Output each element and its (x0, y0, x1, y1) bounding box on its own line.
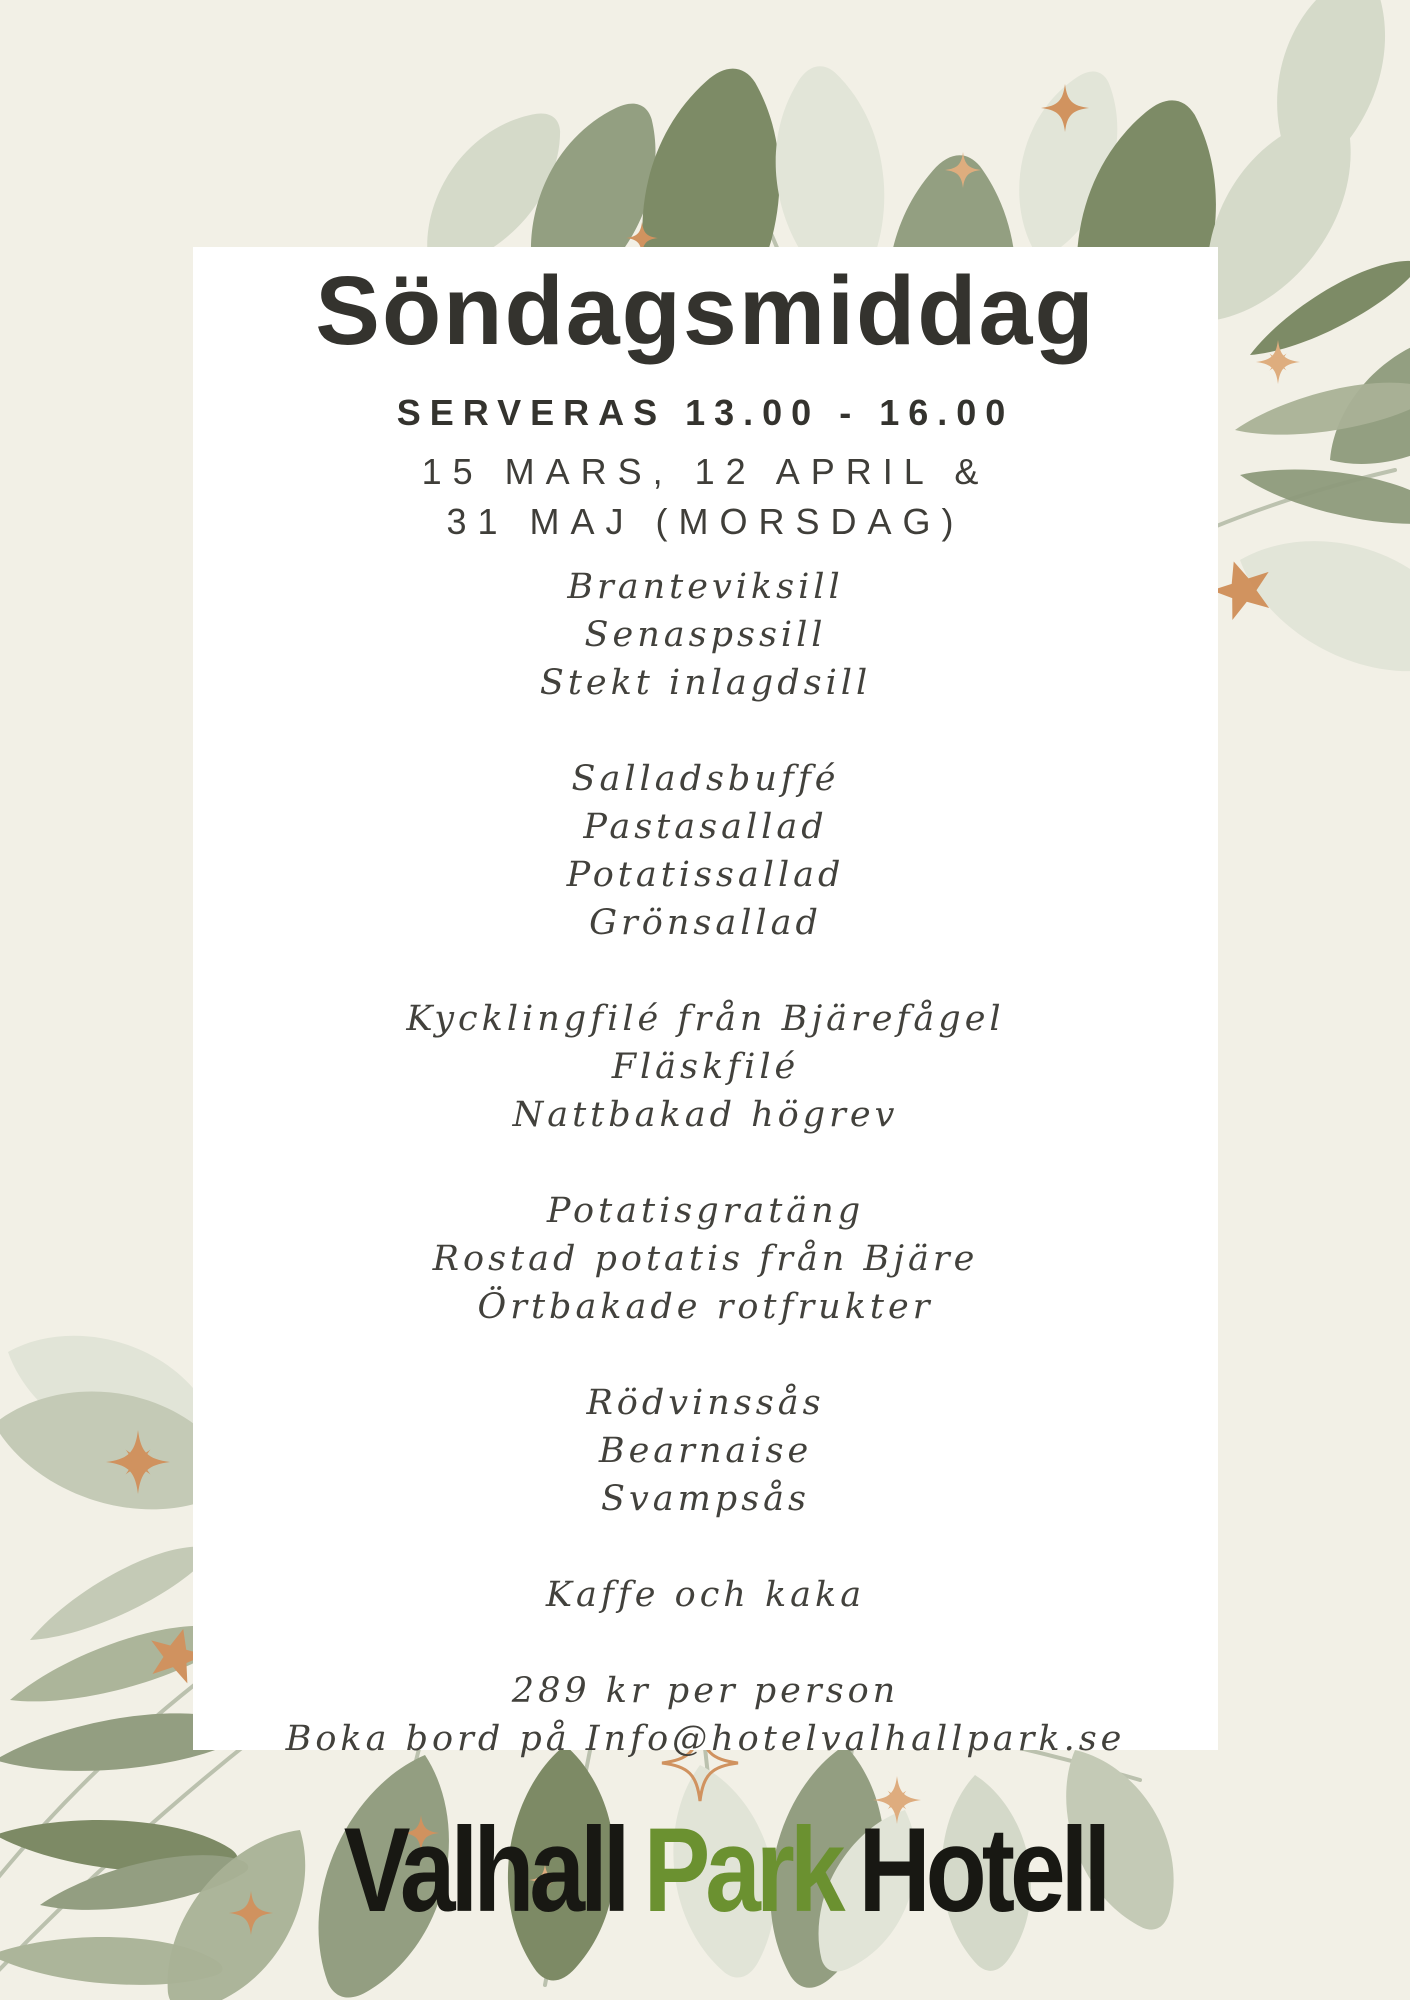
menu-item: Potatissallad (566, 855, 845, 896)
page-title: Söndagsmiddag (315, 256, 1096, 365)
booking-line: Boka bord på Info@hotelvalhallpark.se (285, 1719, 1126, 1760)
dates-line-1: 15 MARS, 12 APRIL & (421, 451, 990, 493)
menu-item: Grönsallad (589, 903, 822, 944)
logo-word-valhall: Valhall (343, 1803, 626, 1938)
menu-item: Pastasallad (583, 807, 828, 848)
menu-item: Potatisgratäng (546, 1191, 865, 1232)
menu-group-kott (193, 995, 1218, 1139)
menu-item: Stekt inlagdsill (539, 663, 872, 704)
menu-item: Branteviksill (567, 567, 844, 608)
menu-item: Rödvinssås (586, 1383, 825, 1424)
dates-line-2: 31 MAJ (MORSDAG) (446, 501, 965, 543)
menu-item: Svampsås (601, 1479, 810, 1520)
menu-item: Nattbakad högrev (512, 1095, 899, 1136)
serving-dates (193, 447, 1218, 547)
logo-word-park: Park (643, 1803, 841, 1938)
logo-word-hotell: Hotell (858, 1803, 1107, 1938)
menu-card (193, 247, 1218, 1760)
price-line: 289 kr per person (511, 1671, 900, 1712)
menu-item: Kaffe och kaka (545, 1575, 866, 1616)
menu-group-sallad (193, 755, 1218, 947)
menu-item: Fläskfilé (611, 1047, 800, 1088)
serving-time: SERVERAS 13.00 - 16.00 (396, 392, 1015, 434)
menu-group-potatis (193, 1187, 1218, 1331)
menu-item: Rostad potatis från Bjäre (432, 1239, 979, 1280)
menu-item: Kycklingfilé från Bjärefågel (406, 999, 1005, 1040)
menu-item: Örtbakade rotfrukter (477, 1287, 934, 1328)
menu-group-kaffe (193, 1571, 1218, 1619)
menu-group-sill (193, 563, 1218, 707)
menu-item: Salladsbuffé (571, 759, 840, 800)
hotel-logo (40, 1802, 1410, 1940)
menu-group-saser (193, 1379, 1218, 1523)
footer-info (193, 1667, 1218, 1763)
menu-item: Senaspssill (584, 615, 827, 656)
menu-item: Bearnaise (598, 1431, 813, 1472)
